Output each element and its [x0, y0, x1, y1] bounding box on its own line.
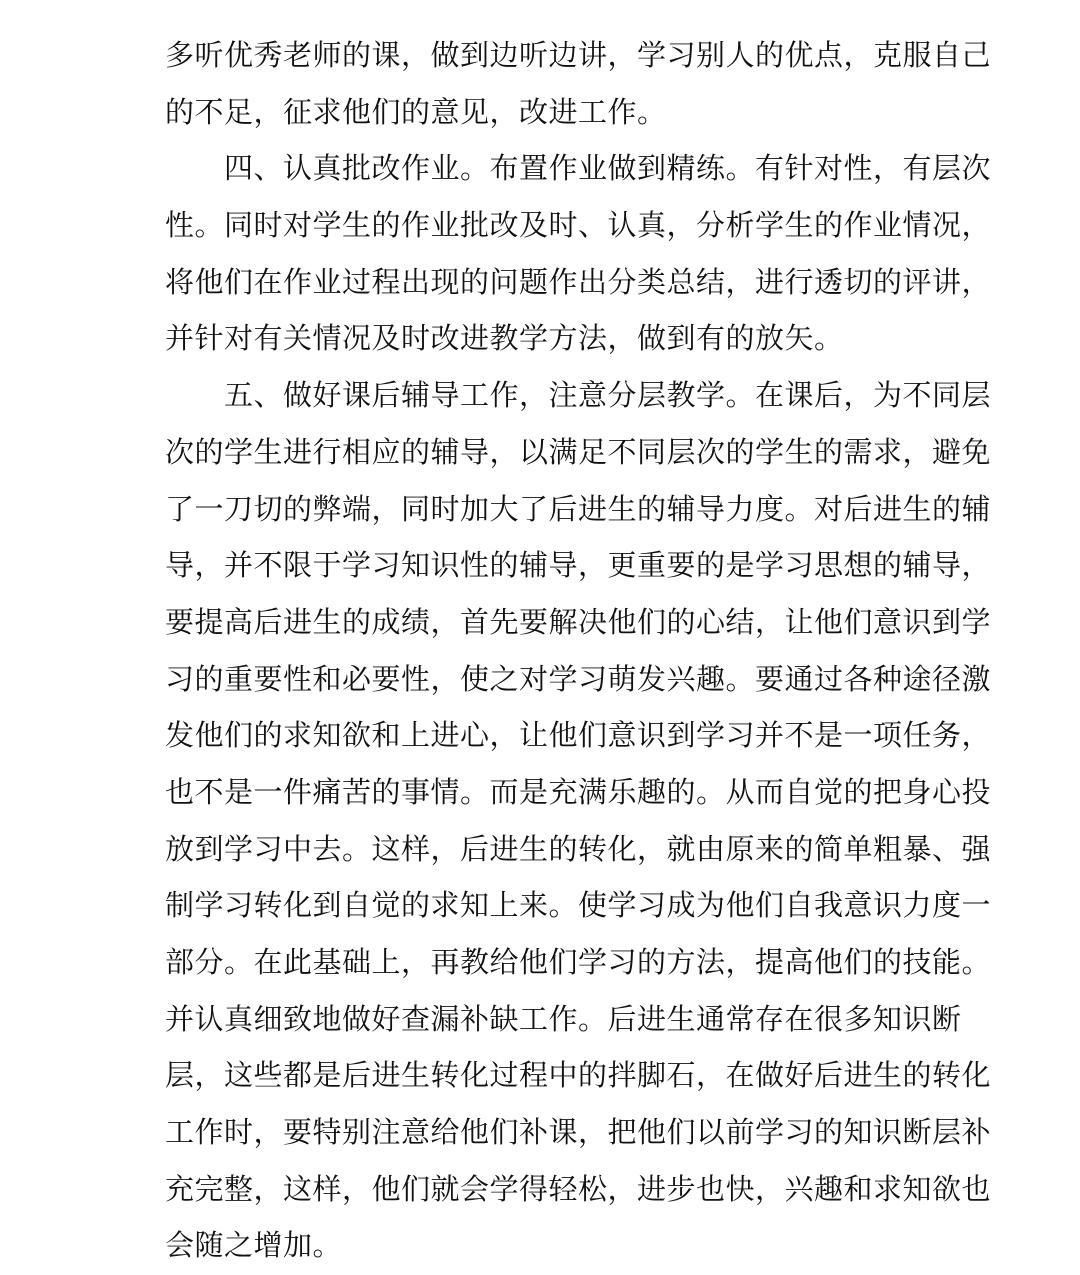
text-line: 性。同时对学生的作业批改及时、认真，分析学生的作业情况， [165, 208, 992, 243]
text-line: 部分。在此基础上，再教给他们学习的方法，提高他们的技能。 [165, 945, 992, 979]
text-line: 层，这些都是后进生转化过程中的拌脚石，在做好后进生的转化 [165, 1058, 992, 1093]
text-line: 了一刀切的弊端，同时加大了后进生的辅导力度。对后进生的辅 [165, 491, 992, 526]
text-line: 并针对有关情况及时改进教学方法，做到有的放矢。 [165, 321, 844, 356]
text-line: 并认真细致地做好查漏补缺工作。后进生通常存在很多知识断 [165, 1001, 962, 1036]
text-line: 发他们的求知欲和上进心，让他们意识到学习并不是一项任务， [165, 718, 992, 753]
text-line: 将他们在作业过程出现的问题作出分类总结，进行透切的评讲， [165, 264, 992, 299]
text-line: 也不是一件痛苦的事情。而是充满乐趣的。从而自觉的把身心投 [165, 774, 992, 809]
text-line: 习的重要性和必要性，使之对学习萌发兴趣。要通过各种途径激 [165, 661, 992, 696]
text-line: 放到学习中去。这样，后进生的转化，就由原来的简单粗暴、强 [165, 831, 992, 866]
text-line: 会随之增加。 [165, 1228, 343, 1263]
text-line: 导，并不限于学习知识性的辅导，更重要的是学习思想的辅导， [165, 548, 992, 583]
text-line: 的不足，征求他们的意见，改进工作。 [165, 94, 667, 129]
text-line: 充完整，这样，他们就会学得轻松，进步也快，兴趣和求知欲也 [165, 1171, 992, 1206]
document-body [165, 27, 992, 1274]
paragraph-five-heading-line: 五、做好课后辅导工作，注意分层教学。在课后，为不同层 [165, 378, 992, 413]
text-line: 要提高后进生的成绩，首先要解决他们的心结，让他们意识到学 [165, 604, 992, 639]
text-line: 多听优秀老师的课，做到边听边讲，学习别人的优点，克服自己 [165, 38, 992, 72]
paragraph-four-heading-line: 四、认真批改作业。布置作业做到精练。有针对性，有层次 [165, 151, 992, 186]
text-line: 次的学生进行相应的辅导，以满足不同层次的学生的需求，避免 [165, 434, 992, 469]
text-line: 制学习转化到自觉的求知上来。使学习成为他们自我意识力度一 [165, 888, 992, 923]
text-line: 工作时，要特别注意给他们补课，把他们以前学习的知识断层补 [165, 1115, 992, 1150]
